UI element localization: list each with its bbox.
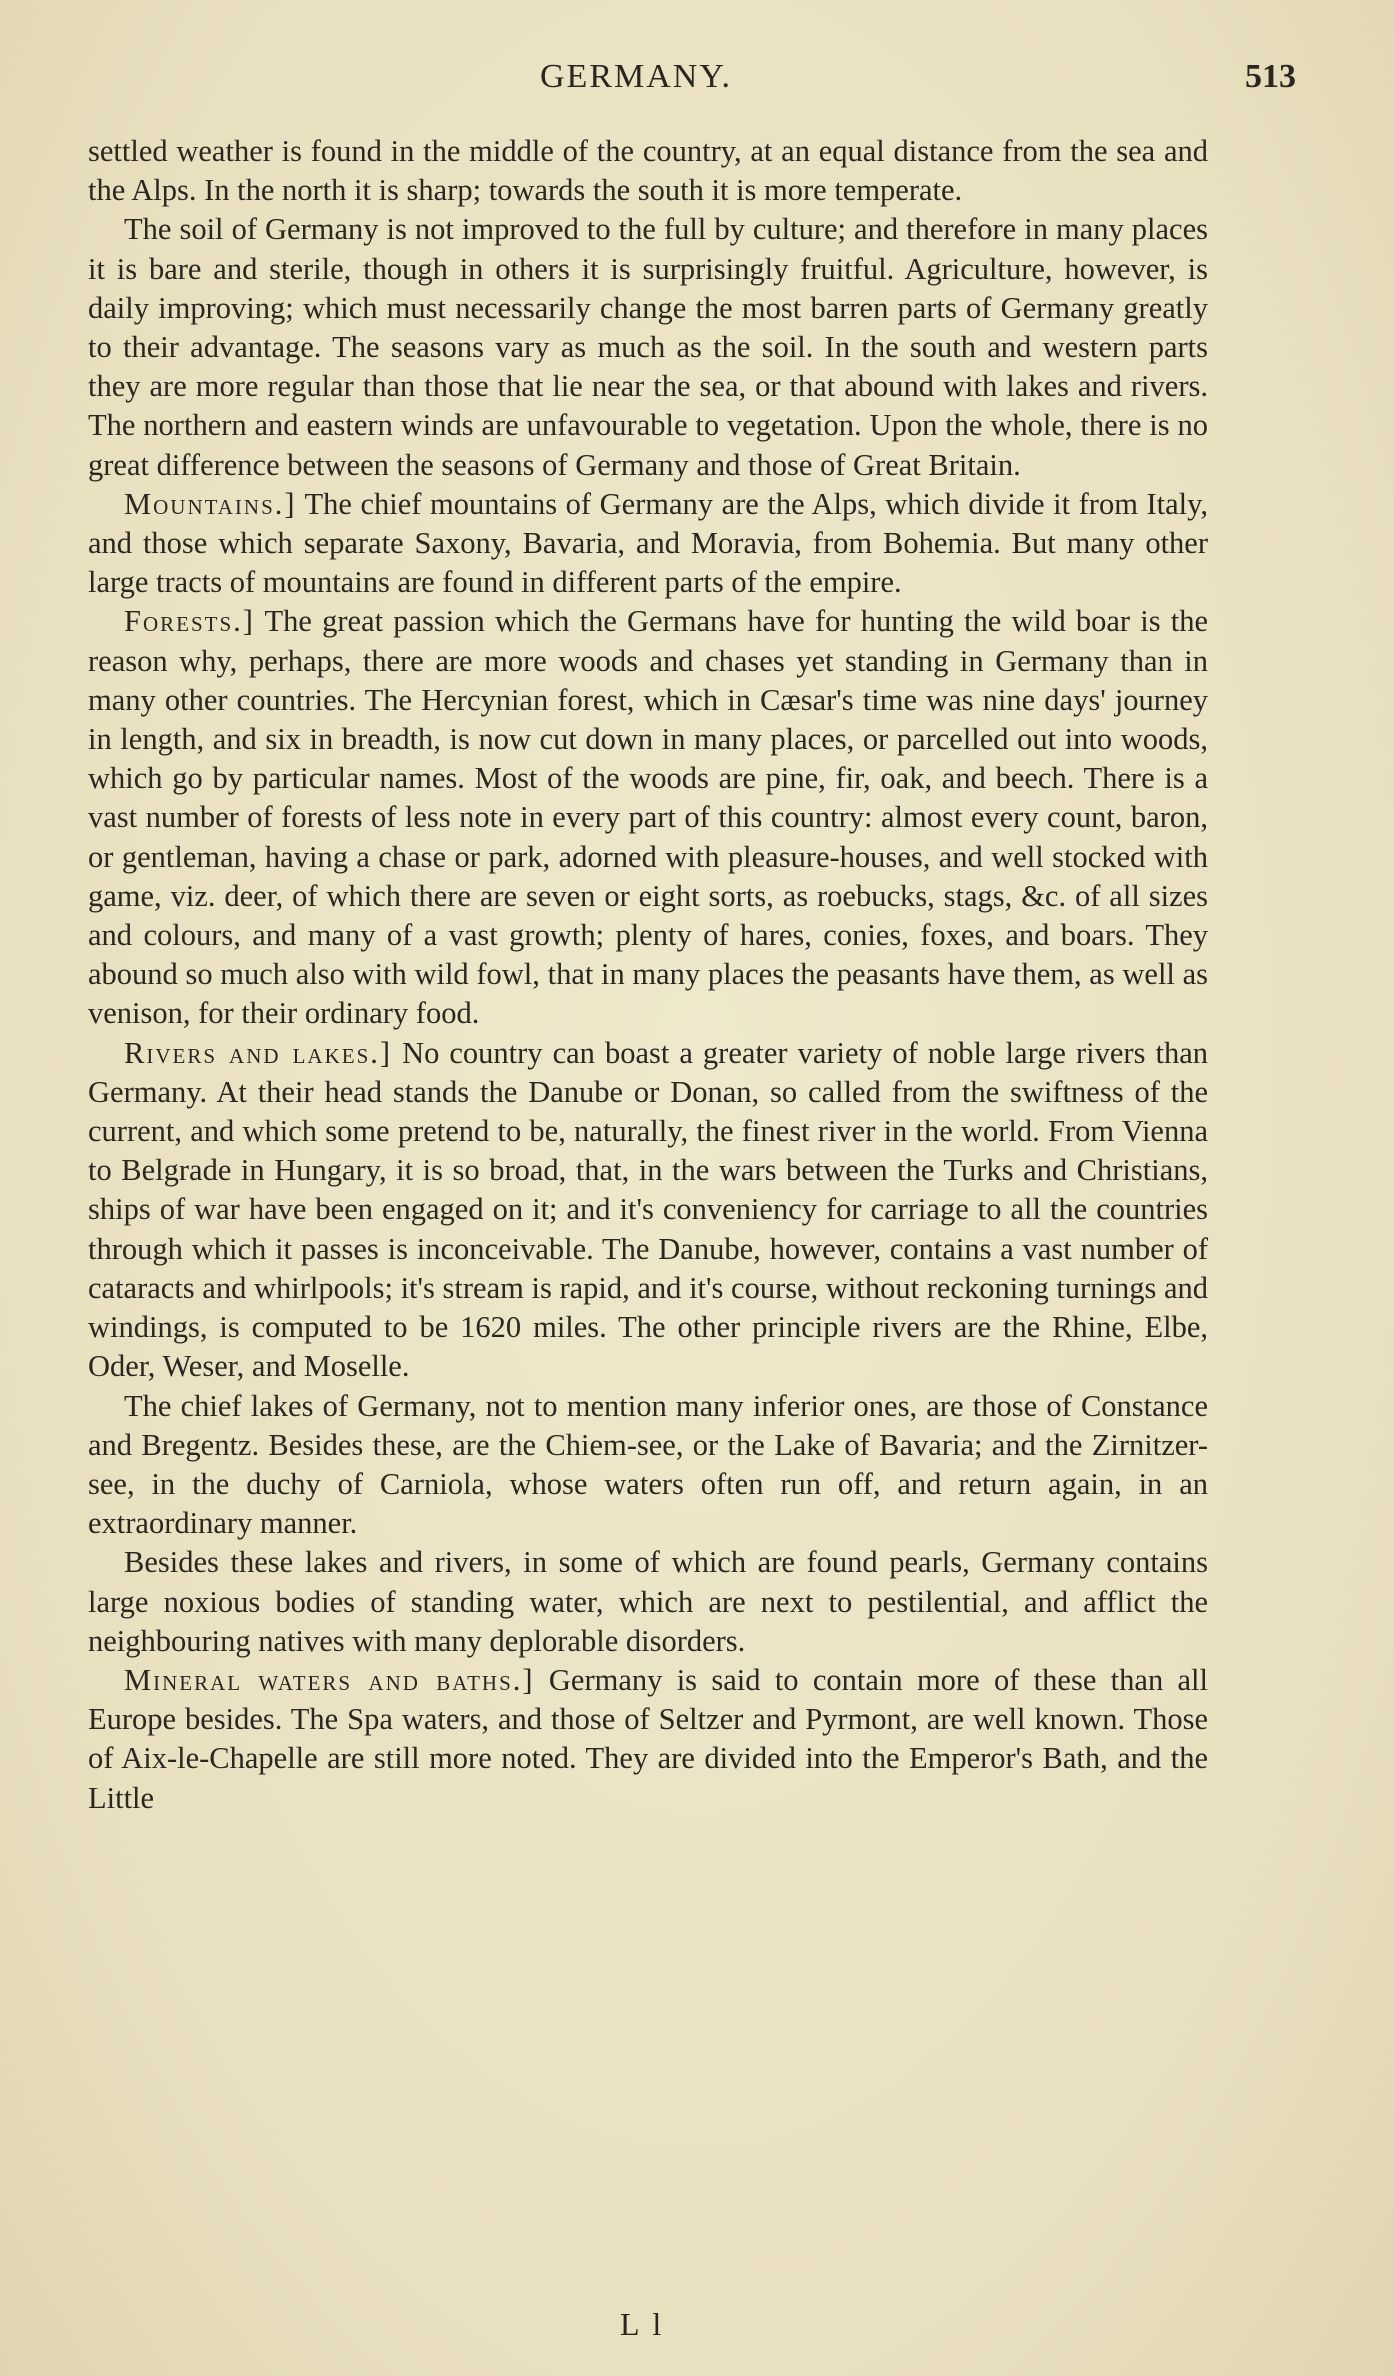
paragraph-text: Germany is said to contain more of these than all Europe besides. The Spa waters, and those of Seltzer and Pyrmont, are well known. Those of Aix-le-Chapelle are still more noted. They are divided into the Emperor's Bath, and the Little: [88, 1662, 1208, 1815]
running-title: GERMANY.: [540, 58, 733, 95]
paragraph-continued: [88, 132, 1208, 210]
paragraph-text: No country can boast a greater variety of noble large rivers than Germany. At their head stands the Danube or Donan, so called from the swiftness of the current, and which some pretend to be, naturally, the finest river in the world. From Vienna to Belgrade in Hungary, it is so broad, that, in the wars between the Turks and Christians, ships of war have been engaged on it; and it's conveniency for carriage to all the countries through which it passes is inconceivable. The Danube, however, contains a vast number of cataracts and whirlpools; it's stream is rapid, and it's course, without reckoning turnings and windings, is computed to be 1620 miles. The other principle rivers are the Rhine, Elbe, Oder, Weser, and Moselle.: [88, 1035, 1208, 1384]
page-header: [0, 58, 1394, 108]
paragraph-text: The chief lakes of Germany, not to mention many inferior ones, are those of Constance and Bregentz. Besides these, are the Chiem-see, or the Lake of Bavaria; and the Zirnitzer-see, in the duchy of Carniola, whose waters often run off, and return again, in an extraordinary manner.: [88, 1388, 1208, 1541]
signature-mark: L l: [620, 2306, 665, 2342]
paragraph-text: The soil of Germany is not improved to the full by culture; and therefore in many places it is bare and sterile, though in others it is surprisingly fruitful. Agriculture, however, is daily improving; which must necessarily change the most barren parts of Germany greatly to their advantage. The seasons vary as much as the soil. In the south and western parts they are more regular than those that lie near the sea, or that abound with lakes and rivers. The northern and eastern winds are unfavourable to vegetation. Upon the whole, there is no great difference between the seasons of Germany and those of Great Britain.: [88, 212, 1208, 482]
paragraph-text: Besides these lakes and rivers, in some of which are found pearls, Germany contains large noxious bodies of standing water, which are next to pestilential, and afflict the neighbouring natives with many deplorable disorders.: [88, 1545, 1208, 1658]
section-heading-mineral: Mineral waters and baths.]: [124, 1662, 535, 1697]
page-number: 513: [1245, 58, 1296, 95]
paragraph-soil: [88, 210, 1208, 484]
paragraph-waters: [88, 1543, 1208, 1661]
section-heading-rivers: Rivers and lakes.]: [124, 1035, 393, 1070]
paragraph-rivers: [88, 1034, 1208, 1387]
paragraph-text: The chief mountains of Germany are the Alps, which divide it from Italy, and those which separate Saxony, Bavaria, and Moravia, from Bohemia. But many other large tracts of mountains are found in different parts of the empire.: [88, 486, 1208, 600]
paragraph-text: The great passion which the Germans have for hunting the wild boar is the reason why, perhaps, there are more woods and chases yet standing in Germany than in many other countries. The Hercynian forest, which in Cæsar's time was nine days' journey in length, and six in breadth, is now cut down in many places, or parcelled out into woods, which go by particular names. Most of the woods are pine, fir, oak, and beech. There is a vast number of forests of less note in every part of this country: almost every count, baron, or gentleman, having a chase or park, adorned with pleasure-houses, and well stocked with game, viz. deer, of which there are seven or eight sorts, as roebucks, stags, &c. of all sizes and colours, and many of a vast growth; plenty of hares, conies, foxes, and boars. They abound so much also with wild fowl, that in many places the peasants have them, as well as venison, for their ordinary food.: [88, 604, 1208, 1031]
paragraph-lakes: [88, 1387, 1208, 1544]
body-text: [88, 132, 1208, 1818]
paragraph-text: settled weather is found in the middle of the country, at an equal distance from the sea and the Alps. In the north it is sharp; towards the south it is more temperate.: [88, 134, 1208, 208]
paragraph-mineral: [88, 1661, 1208, 1818]
paragraph-forests: [88, 602, 1208, 1033]
section-heading-mountains: Mountains.]: [124, 486, 297, 521]
paragraph-mountains: [88, 485, 1208, 603]
section-heading-forests: Forests.]: [124, 604, 255, 639]
